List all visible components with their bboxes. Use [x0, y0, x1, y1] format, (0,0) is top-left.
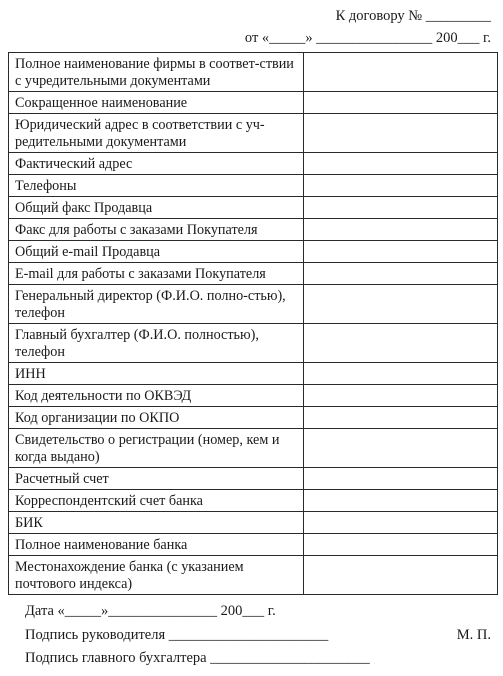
field-value-cell[interactable] — [304, 114, 498, 153]
requisites-table — [8, 52, 498, 595]
stamp-place-label: М. П. — [456, 627, 491, 643]
contract-date-line: от «_____» ________________ 200___ г. — [244, 30, 491, 46]
table-row — [9, 197, 498, 219]
table-row — [9, 285, 498, 324]
field-value-cell[interactable] — [304, 285, 498, 324]
field-label: Корреспондентский счет банка — [9, 490, 304, 512]
table-row — [9, 534, 498, 556]
field-label: Генеральный директор (Ф.И.О. полно-стью), телефон — [9, 285, 304, 324]
table-row — [9, 429, 498, 468]
field-label: Полное наименование фирмы в соответ-ствии с учредительными документами — [9, 53, 304, 92]
field-label: ИНН — [9, 363, 304, 385]
field-label: БИК — [9, 512, 304, 534]
field-value-cell[interactable] — [304, 534, 498, 556]
accountant-signature-line: Подпись главного бухгалтера ______________________ — [25, 650, 370, 666]
field-label: Код организации по ОКПО — [9, 407, 304, 429]
field-label: Свидетельство о регистрации (номер, кем и когда выдано) — [9, 429, 304, 468]
field-label: E-mail для работы с заказами Покупателя — [9, 263, 304, 285]
field-value-cell[interactable] — [304, 556, 498, 595]
footer-date-line: Дата «_____»_______________ 200___ г. — [25, 603, 276, 619]
field-value-cell[interactable] — [304, 490, 498, 512]
table-row — [9, 175, 498, 197]
requisites-rows — [9, 53, 498, 595]
field-value-cell[interactable] — [304, 468, 498, 490]
field-label: Юридический адрес в соответствии с уч-редительными документами — [9, 114, 304, 153]
field-value-cell[interactable] — [304, 175, 498, 197]
field-value-cell[interactable] — [304, 407, 498, 429]
field-value-cell[interactable] — [304, 241, 498, 263]
table-row — [9, 241, 498, 263]
field-value-cell[interactable] — [304, 263, 498, 285]
table-row — [9, 92, 498, 114]
field-label: Код деятельности по ОКВЭД — [9, 385, 304, 407]
field-value-cell[interactable] — [304, 429, 498, 468]
field-label: Факс для работы с заказами Покупателя — [9, 219, 304, 241]
field-value-cell[interactable] — [304, 363, 498, 385]
field-label: Сокращенное наименование — [9, 92, 304, 114]
table-row — [9, 363, 498, 385]
field-value-cell[interactable] — [304, 92, 498, 114]
field-label: Телефоны — [9, 175, 304, 197]
table-row — [9, 324, 498, 363]
table-row — [9, 407, 498, 429]
field-value-cell[interactable] — [304, 512, 498, 534]
field-label: Общий e-mail Продавца — [9, 241, 304, 263]
table-row — [9, 263, 498, 285]
contract-number-line: К договору № _________ — [335, 8, 491, 24]
field-value-cell[interactable] — [304, 324, 498, 363]
table-row — [9, 556, 498, 595]
table-row — [9, 490, 498, 512]
table-row — [9, 114, 498, 153]
table-row — [9, 468, 498, 490]
field-value-cell[interactable] — [304, 197, 498, 219]
director-signature-line: Подпись руководителя ______________________ — [25, 627, 329, 643]
field-value-cell[interactable] — [304, 153, 498, 175]
field-label: Полное наименование банка — [9, 534, 304, 556]
table-row — [9, 219, 498, 241]
table-row — [9, 512, 498, 534]
field-label: Расчетный счет — [9, 468, 304, 490]
field-value-cell[interactable] — [304, 53, 498, 92]
table-row — [9, 153, 498, 175]
table-row — [9, 53, 498, 92]
field-value-cell[interactable] — [304, 385, 498, 407]
field-value-cell[interactable] — [304, 219, 498, 241]
field-label: Местонахождение банка (с указанием почтового индекса) — [9, 556, 304, 595]
table-row — [9, 385, 498, 407]
field-label: Фактический адрес — [9, 153, 304, 175]
field-label: Общий факс Продавца — [9, 197, 304, 219]
field-label: Главный бухгалтер (Ф.И.О. полностью), телефон — [9, 324, 304, 363]
